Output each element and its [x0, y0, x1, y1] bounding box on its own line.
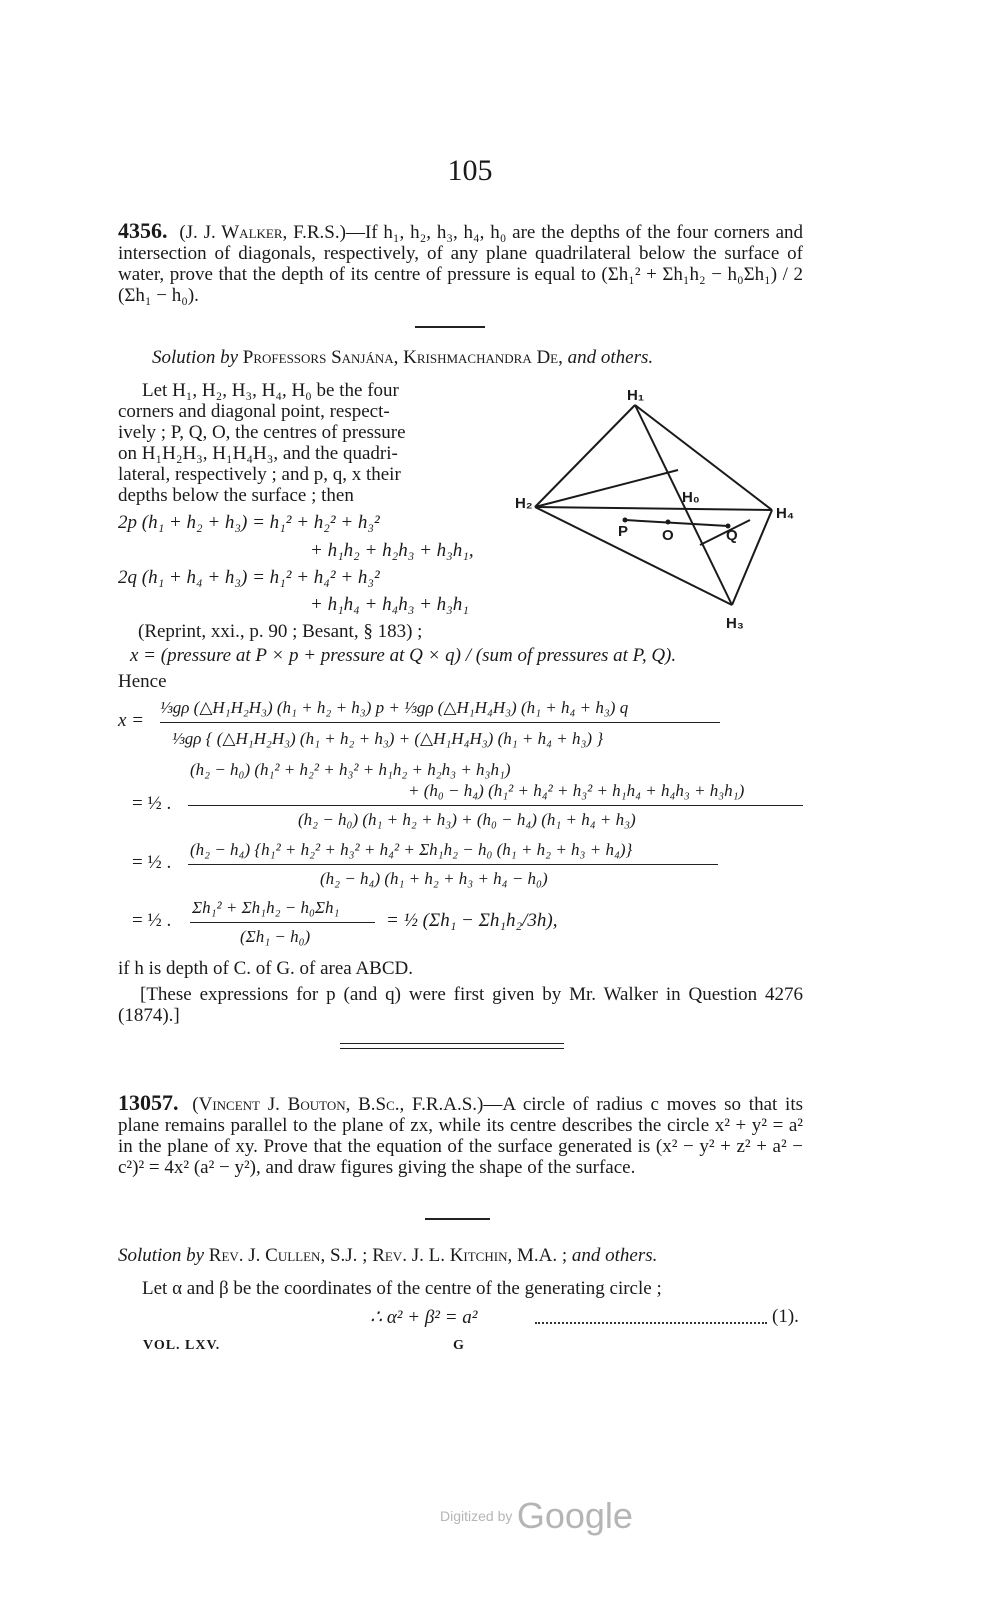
dot-leader [535, 1322, 767, 1324]
centre-of-gravity-note: if h is depth of C. of G. of area ABCD. [118, 958, 413, 979]
solution-solvers: Rev. J. Cullen, S.J. ; Rev. J. L. Kitchin, M.A. ; [208, 1245, 568, 1266]
formula-1-numerator: ⅓gρ (△H₁H₂H₃) (h₁ + h₂ + h₃) p + ⅓gρ (△H₁H₄H₃) (h₁ + h₄ + h₃) q [160, 698, 629, 717]
fraction-bar [190, 922, 375, 923]
diagonal-h2-h4 [535, 507, 772, 510]
formula-3-numerator: (h₂ − h₄) {h₁² + h₂² + h₃² + h₄² + Σh₁h₂ − h₀ (h₁ + h₂ + h₃ + h₄)} [190, 840, 633, 859]
formula-4-numerator: Σh₁² + Σh₁h₂ − h₀Σh₁ [192, 898, 340, 917]
edge-h3-h2 [535, 507, 732, 605]
quadrilateral-diagram [510, 380, 810, 640]
formula-1-lhs: x = [118, 710, 145, 731]
solution-tail: and others. [567, 347, 654, 368]
line-p-q [625, 520, 728, 526]
edge-h4-h3 [732, 510, 772, 605]
formula-2-numerator-line1: (h₂ − h₀) (h₁² + h₂² + h₃² + h₁h₂ + h₂h₃ + h₃h₁) [190, 760, 511, 779]
edge-h1-h4 [635, 405, 772, 510]
label-h1: H₁ [627, 387, 645, 404]
equation-2p: 2p (h₁ + h₂ + h₃) = h₁² + h₂² + h₃² [118, 512, 380, 533]
solution-tail: and others. [571, 1245, 658, 1266]
section-divider [425, 1218, 490, 1220]
solution-label: Solution by [118, 1245, 205, 1266]
label-q: Q [726, 527, 738, 544]
formula-4-lhs: = ½ . [132, 910, 172, 931]
editorial-note: [These expressions for p (and q) were first given by Mr. Walker in Question 4276 (1874).] [118, 984, 803, 1026]
question-number: 13057. [118, 1090, 179, 1115]
solution-text-line: ively ; P, Q, O, the centres of pressure [118, 422, 406, 443]
volume-label: VOL. LXV. [143, 1338, 221, 1353]
signature-mark: G [453, 1338, 465, 1353]
question-13057 [118, 1092, 803, 1178]
line-h2-centroid [535, 470, 678, 507]
solution-text-line: Let H₁, H₂, H₃, H₄, H₀ be the four [142, 380, 399, 401]
fraction-bar [188, 805, 803, 806]
formula-3-lhs: = ½ . [132, 852, 172, 873]
watermark-brand: Google [516, 1495, 633, 1536]
solution-heading [118, 1245, 657, 1267]
formula-1-denominator: ⅓gρ { (△H₁H₂H₃) (h₁ + h₂ + h₃) + (△H₁H₄H₃) (h₁ + h₄ + h₃) } [172, 729, 604, 748]
fraction-bar [188, 864, 718, 865]
solution-text-line: depths below the surface ; then [118, 485, 354, 506]
watermark-prefix: Digitized by [440, 1508, 513, 1524]
formula-4-denominator: (Σh₁ − h₀) [240, 927, 311, 946]
formula-2-numerator-line2: + (h₀ − h₄) (h₁² + h₄² + h₃² + h₁h₄ + h₄h₃ + h₃h₁) [408, 781, 745, 800]
hence-label: Hence [118, 671, 167, 692]
question-author: (Vincent J. Bouton, B.Sc., F.R.A.S.) [192, 1094, 484, 1115]
solution-label: Solution by [152, 347, 239, 368]
label-h2: H₂ [515, 495, 533, 512]
digitized-watermark [440, 1495, 633, 1537]
label-h0: H₀ [682, 489, 700, 506]
solution-solvers: Professors Sanjána, Krishmachandra De, [242, 347, 563, 368]
question-author: (J. J. Walker, F.R.S.) [179, 222, 346, 243]
equation-2p-cont: + h₁h₂ + h₂h₃ + h₃h₁, [310, 540, 474, 561]
solution-text-line: lateral, respectively ; and p, q, x their [118, 464, 401, 485]
solution-text-line: corners and diagonal point, respect- [118, 401, 390, 422]
solution-text-line: on H₁H₂H₃, H₁H₄H₃, and the quadri- [118, 443, 398, 464]
question-number: 4356. [118, 218, 168, 243]
x-definition: x = (pressure at P × p + pressure at Q × q) / (sum of pressures at P, Q). [130, 645, 677, 666]
end-rule [340, 1043, 564, 1044]
equation-number: (1). [772, 1306, 799, 1327]
formula-2-denominator: (h₂ − h₀) (h₁ + h₂ + h₃) + (h₀ − h₄) (h₁ + h₄ + h₃) [298, 810, 636, 829]
question-body: —If h₁, h₂, h₃, h₄, h₀ are the depths of the four corners and intersection of diagonals, respectively, of any plane quadrilateral below the surface of water, prove that the depth of its centre of pressure is equal to (Σh₁² + Σh₁h₂ − h₀Σh₁) / 2 (Σh₁ − h₀). [118, 222, 803, 306]
reprint-reference: (Reprint, xxi., p. 90 ; Besant, § 183) ; [138, 621, 423, 642]
page-number: 105 [447, 154, 493, 187]
equation-2q-cont: + h₁h₄ + h₄h₃ + h₃h₁ [310, 594, 469, 615]
point-p [623, 518, 628, 523]
edge-h2-h1 [535, 405, 635, 507]
solution-text-line: Let α and β be the coordinates of the centre of the generating circle ; [142, 1278, 662, 1299]
label-p: P [618, 523, 629, 540]
question-4356 [118, 220, 803, 306]
fraction-bar [160, 722, 720, 723]
label-o: O [662, 527, 674, 544]
label-h3: H₃ [726, 615, 744, 632]
formula-4-rhs: = ½ (Σh₁ − Σh₁h₂/3h), [386, 910, 558, 931]
equation-1: ∴ α² + β² = a² [370, 1307, 478, 1328]
point-o [666, 520, 671, 525]
line-q-h4 [700, 520, 750, 545]
label-h4: H₄ [776, 505, 794, 522]
solution-heading [152, 347, 653, 369]
formula-2-lhs: = ½ . [132, 793, 172, 814]
formula-3-denominator: (h₂ − h₄) (h₁ + h₂ + h₃ + h₄ − h₀) [320, 869, 548, 888]
end-rule [340, 1048, 564, 1049]
section-divider [415, 326, 485, 328]
equation-2q: 2q (h₁ + h₄ + h₃) = h₁² + h₄² + h₃² [118, 567, 380, 588]
question-body: —A circle of radius c moves so that its plane remains parallel to the plane of zx, while its centre describes the circle x² + y² = a² in the plane of xy. Prove that the equation of the surface generated is (x² − y² + z² + a² − c²)² = 4x² (a² − y²), and draw figures giving the shape of the surface. [118, 1094, 804, 1178]
